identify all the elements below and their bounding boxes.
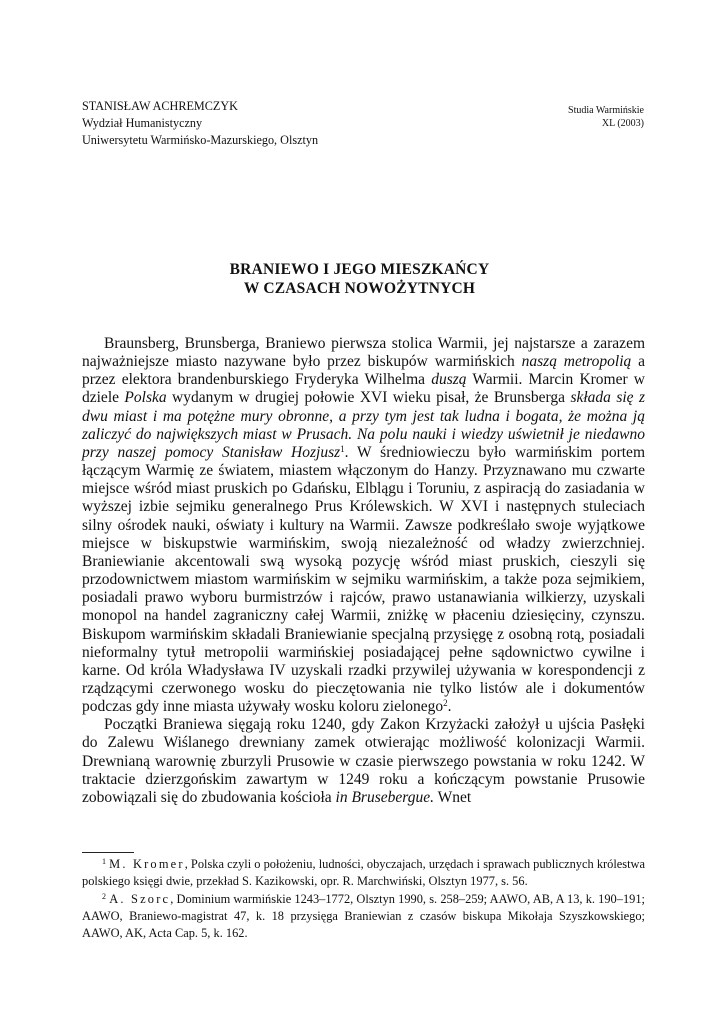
footnote-text: , Polska czyli o położeniu, ludności, obyczajach, urzędach i sprawach publicznych królestwa polskiego księgi dwie, przekład S. Kazikowski, opr. R. Marchwiński, Olsztyn 1977, s. 56.	[82, 857, 645, 889]
text-run: wydanym w drugiej połowie XVI wieku pisał, że Brunsberga	[166, 389, 571, 407]
footnote-2	[82, 891, 645, 943]
footnote-author: M. Kromer	[109, 857, 185, 871]
title-line-1: BRANIEWO I JEGO MIESZKAŃCY	[229, 261, 490, 278]
text-run: Wnet	[433, 788, 472, 806]
footnotes	[82, 856, 645, 942]
italic-run: składa się z dwu miast i ma potężne mury obronne, a przy tym jest tak ludna i bogata, że można ją zaliczyć do największych miast w Prusach. Na polu nauki i wiedzy uświetnił je niedawno przy naszej pomocy Stanisław Hozjusz	[82, 389, 645, 461]
footnote-author: A. Szorc	[109, 891, 171, 906]
footnote-1	[82, 856, 645, 891]
footnote-divider	[82, 852, 134, 853]
author-block	[82, 98, 318, 149]
footnote-ref-2[interactable]: 2	[443, 698, 448, 709]
journal-name: Studia Warmińskie	[568, 105, 644, 116]
footnote-ref-1[interactable]: 1	[340, 443, 345, 454]
italic-run: duszą	[431, 371, 467, 389]
footnote-mark: 1	[102, 857, 106, 866]
italic-run: in Brusebergue.	[335, 788, 434, 806]
author-name: STANISŁAW ACHREMCZYK	[82, 99, 238, 113]
affiliation-university: Uniwersytetu Warmińsko-Mazurskiego, Olsztyn	[82, 133, 319, 147]
affiliation-faculty: Wydział Humanistyczny	[82, 116, 203, 130]
journal-block	[568, 104, 644, 130]
journal-volume: XL (2003)	[601, 118, 644, 129]
text-run: Warmii. Marcin Kromer w dziele	[82, 371, 645, 407]
text-run: .	[447, 698, 452, 716]
title-line-2: W CZASACH NOWOŻYTNYCH	[243, 280, 476, 297]
italic-run: Polska	[124, 389, 167, 407]
paragraph-1	[82, 335, 645, 716]
footnote-mark: 2	[102, 891, 106, 901]
article-title	[0, 260, 719, 298]
text-run: . W średniowieczu było warmińskim portem łączącym Warmię ze światem, miastem włączonym do Hanzy. Przyznawano mu czwarte miejsce wśród miast pruskich po Gdańsku, Elblągu i Toruniu, z aspiracją do zasiadania w wyższej izbie sejmiku generalnego Prus Królewskich. W XVI i następnych stuleciach silny ośrodek nauki, oświaty i kultury na Warmii. Zawsze podkreślało swoje wyjątkowe miejsce w biskupstwie warmińskim, swoją niezależność od władzy zwierzchniej. Braniewianie akcentowali swą wysoką pozycję wśród miast pruskich, cieszyli się przodownictwem miastom warmińskim w sejmiku warmińskim, a także poza sejmikiem, posiadali prawo wyboru burmistrzów i rajców, prawo ustanawiania wilkierzy, uzyskali monopol na handel zagraniczny całej Warmii, zniżkę w płaceniu dziesięciny, czynszu. Biskupom warmińskim składali Braniewianie specjalną przysięgę z osobną rotą, posiadali nieformalny tytuł metropolii warmińskiej posiadającej pełne sądownictwo cywilne i karne. Od króla Władysława IV uzyskali rzadki przywilej używania w korespondencji z rządzącymi czerwonego wosku do pieczętowania nie tylko listów ale i dokumentów podczas gdy inne miasta używały wosku koloru zielonego	[82, 443, 645, 716]
paragraph-2	[82, 716, 645, 807]
footnote-text: , Dominium warmińskie 1243–1772, Olsztyn 1990, s. 258–259; AAWO, AB, A 13, k. 190–191; AAWO, Braniewo-magistrat 47, k. 18 przysięga Braniewian z czasów biskupa Mikołaja Szyszkowskiego; AAWO, AK, Acta Cap. 5, k. 162.	[82, 891, 645, 941]
text-run: a przez elektora brandenburskiego Fryderyka Wilhelma	[82, 353, 645, 389]
text-run: Braunsberg, Brunsberga, Braniewo pierwsza stolica Warmii, jej najstarsze a zarazem najważniejsze miasto nazywane było przez biskupów warmińskich	[82, 335, 645, 371]
text-run: Początki Braniewa sięgają roku 1240, gdy Zakon Krzyżacki założył u ujścia Pasłęki do Zalewu Wiślanego drewniany zamek otwierając możliwość kolonizacji Warmii. Drewnianą warownię zburzyli Prusowie w czasie pierwszego powstania w roku 1242. W traktacie dzierzgońskim zawartym w 1249 roku a kończącym powstanie Prusowie zobowiązali się do zbudowania kościoła	[82, 716, 645, 806]
article-body	[82, 335, 645, 807]
italic-run: naszą metropolią	[521, 353, 632, 371]
